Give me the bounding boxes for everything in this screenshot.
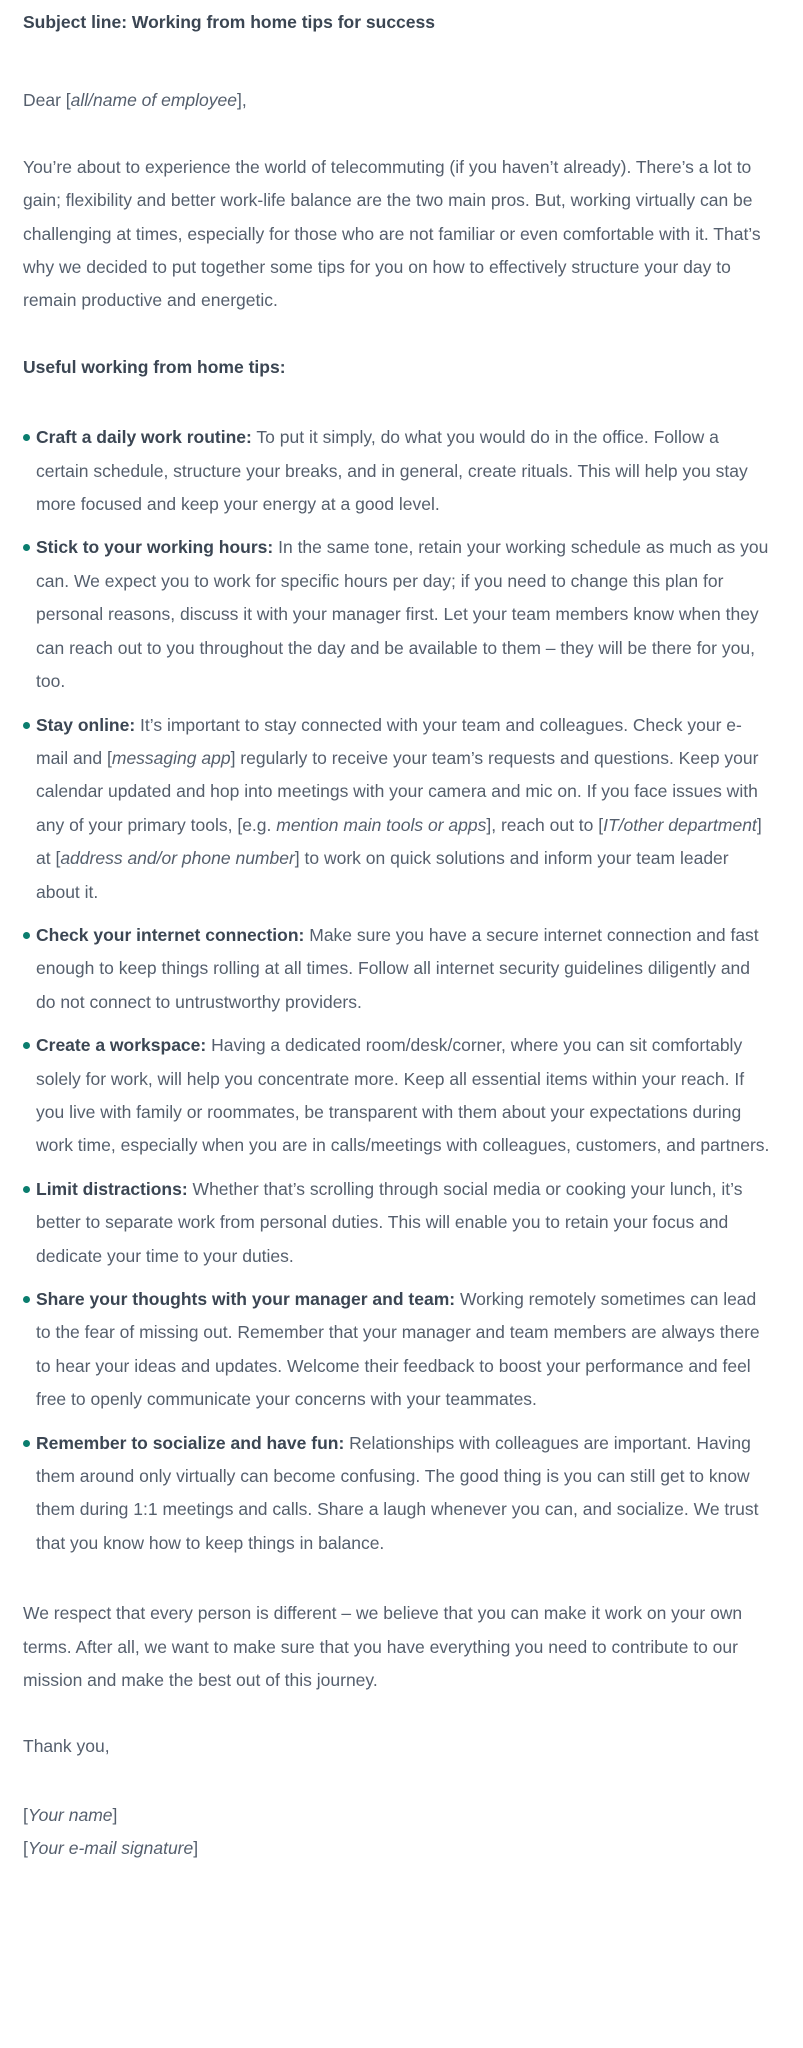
greeting: [23, 84, 773, 117]
placeholder-text: messaging app: [111, 747, 231, 768]
text-segment: To put it simply, do what you would do in the office. Follow a certain schedule, structure your breaks, and in general, create rituals. This will help you stay more focused and keep your energy at a good level.: [36, 427, 748, 515]
text-segment: In the same tone, retain your working schedule as much as you can. We expect you to work for specific hours per day; if you need to change this plan for personal reasons, discuss it with your manager first. Let your team members know when they can reach out to you throughout the day and be available to them – they will be there for you, too.: [36, 537, 769, 692]
text-segment: ] regularly to receive your team’s requests and questions. Keep your calendar updated and hop into meetings with your camera and mic on. If you face issues with any of your primary tools, [e.g.: [36, 747, 759, 835]
tip-create-workspace: [23, 1029, 773, 1163]
text-segment: [: [23, 1804, 28, 1825]
tip-daily-routine: [23, 421, 773, 521]
intro-paragraph: You’re about to experience the world of telecommuting (if you haven’t already). There’s a lot to gain; flexibility and better work-life balance are the two main pros. But, working virtually can be challenging at times, especially for those who are not familiar or even comfortable with it. That’s why we decided to put together some tips for you on how to effectively structure your day to remain productive and energetic.: [23, 156, 761, 311]
tip-socialize: [23, 1427, 773, 1561]
signature-block: [23, 1799, 773, 1866]
tips-heading: [23, 351, 773, 384]
tip-internet-connection: [23, 919, 773, 1019]
closing-paragraph: We respect that every person is different – we believe that you can make it work on your own terms. After all, we want to make sure that you have everything you need to contribute to our mission and make the best out of this journey.: [23, 1603, 743, 1691]
signature-email: [23, 1832, 773, 1865]
text-segment: ] at [: [36, 814, 762, 869]
text-segment: ]: [193, 1838, 199, 1859]
tip-title: Craft a daily work routine:: [36, 427, 252, 448]
tip-working-hours: [23, 531, 773, 698]
placeholder-text: all/name of employee: [70, 90, 238, 111]
text-segment: Dear [: [23, 90, 71, 111]
tips-list: [23, 421, 773, 1560]
text-segment: ] to work on quick solutions and inform your team leader about it.: [36, 848, 729, 902]
signature-your-name: [23, 1799, 773, 1832]
tip-title: Remember to socialize and have fun:: [36, 1432, 345, 1453]
text-segment: Working remotely sometimes can lead to the fear of missing out. Remember that your manager and team members are always there to hear your ideas and updates. Welcome their feedback to boost your performance and feel free to openly communicate your concerns with your teammates.: [36, 1289, 760, 1410]
tip-title: Create a workspace:: [36, 1035, 207, 1056]
sign-off: Thank you,: [23, 1736, 110, 1757]
text-segment: [: [23, 1838, 28, 1859]
tip-title: Limit distractions:: [36, 1178, 188, 1199]
placeholder-text: address and/or phone number: [60, 848, 295, 869]
placeholder-text: Your name: [27, 1804, 113, 1825]
tip-limit-distractions: [23, 1173, 773, 1273]
placeholder-text: Your e-mail signature: [27, 1838, 194, 1859]
tip-share-thoughts: [23, 1283, 773, 1417]
text-segment: It’s important to stay connected with your team and colleagues. Check your e-mail and [: [36, 714, 742, 768]
text-segment: ],: [237, 90, 247, 111]
tip-body: [36, 537, 768, 691]
tip-body: [36, 715, 762, 902]
text-segment: Make sure you have a secure internet connection and fast enough to keep things rolling at all times. Follow all internet security guidelines diligently and do not connect to untrustworthy providers.: [36, 924, 759, 1012]
tip-title: Check your internet connection:: [36, 924, 305, 945]
text-segment: ]: [112, 1804, 118, 1825]
subject-line: [23, 6, 773, 39]
text-segment: Having a dedicated room/desk/corner, where you can sit comfortably solely for work, will help you concentrate more. Keep all essential items within your reach. If you live with family or roommates, be transparent with them about your expectations during work time, especially when you are in calls/meetings with colleagues, customers, and partners.: [36, 1035, 770, 1156]
tip-stay-online: [23, 709, 773, 909]
subject-line-text: Subject line: Working from home tips for success: [23, 12, 435, 32]
tip-title: Stick to your working hours:: [36, 537, 274, 558]
text-segment: Whether that’s scrolling through social media or cooking your lunch, it’s better to separate work from personal duties. This will enable you to retain your focus and dedicate your time to your duties.: [36, 1178, 743, 1266]
text-segment: ], reach out to [: [486, 814, 604, 835]
placeholder-text: mention main tools or apps: [276, 814, 487, 835]
tips-heading-text: Useful working from home tips:: [23, 356, 286, 377]
text-segment: Relationships with colleagues are important. Having them around only virtually can become confusing. The good thing is you can still get to know them during 1:1 meetings and calls. Share a laugh whenever you can, and socialize. We trust that you know how to keep things in balance.: [36, 1432, 759, 1553]
placeholder-text: IT/other department: [603, 814, 757, 835]
tip-title: Stay online:: [36, 714, 136, 735]
tip-title: Share your thoughts with your manager and team:: [36, 1289, 456, 1309]
